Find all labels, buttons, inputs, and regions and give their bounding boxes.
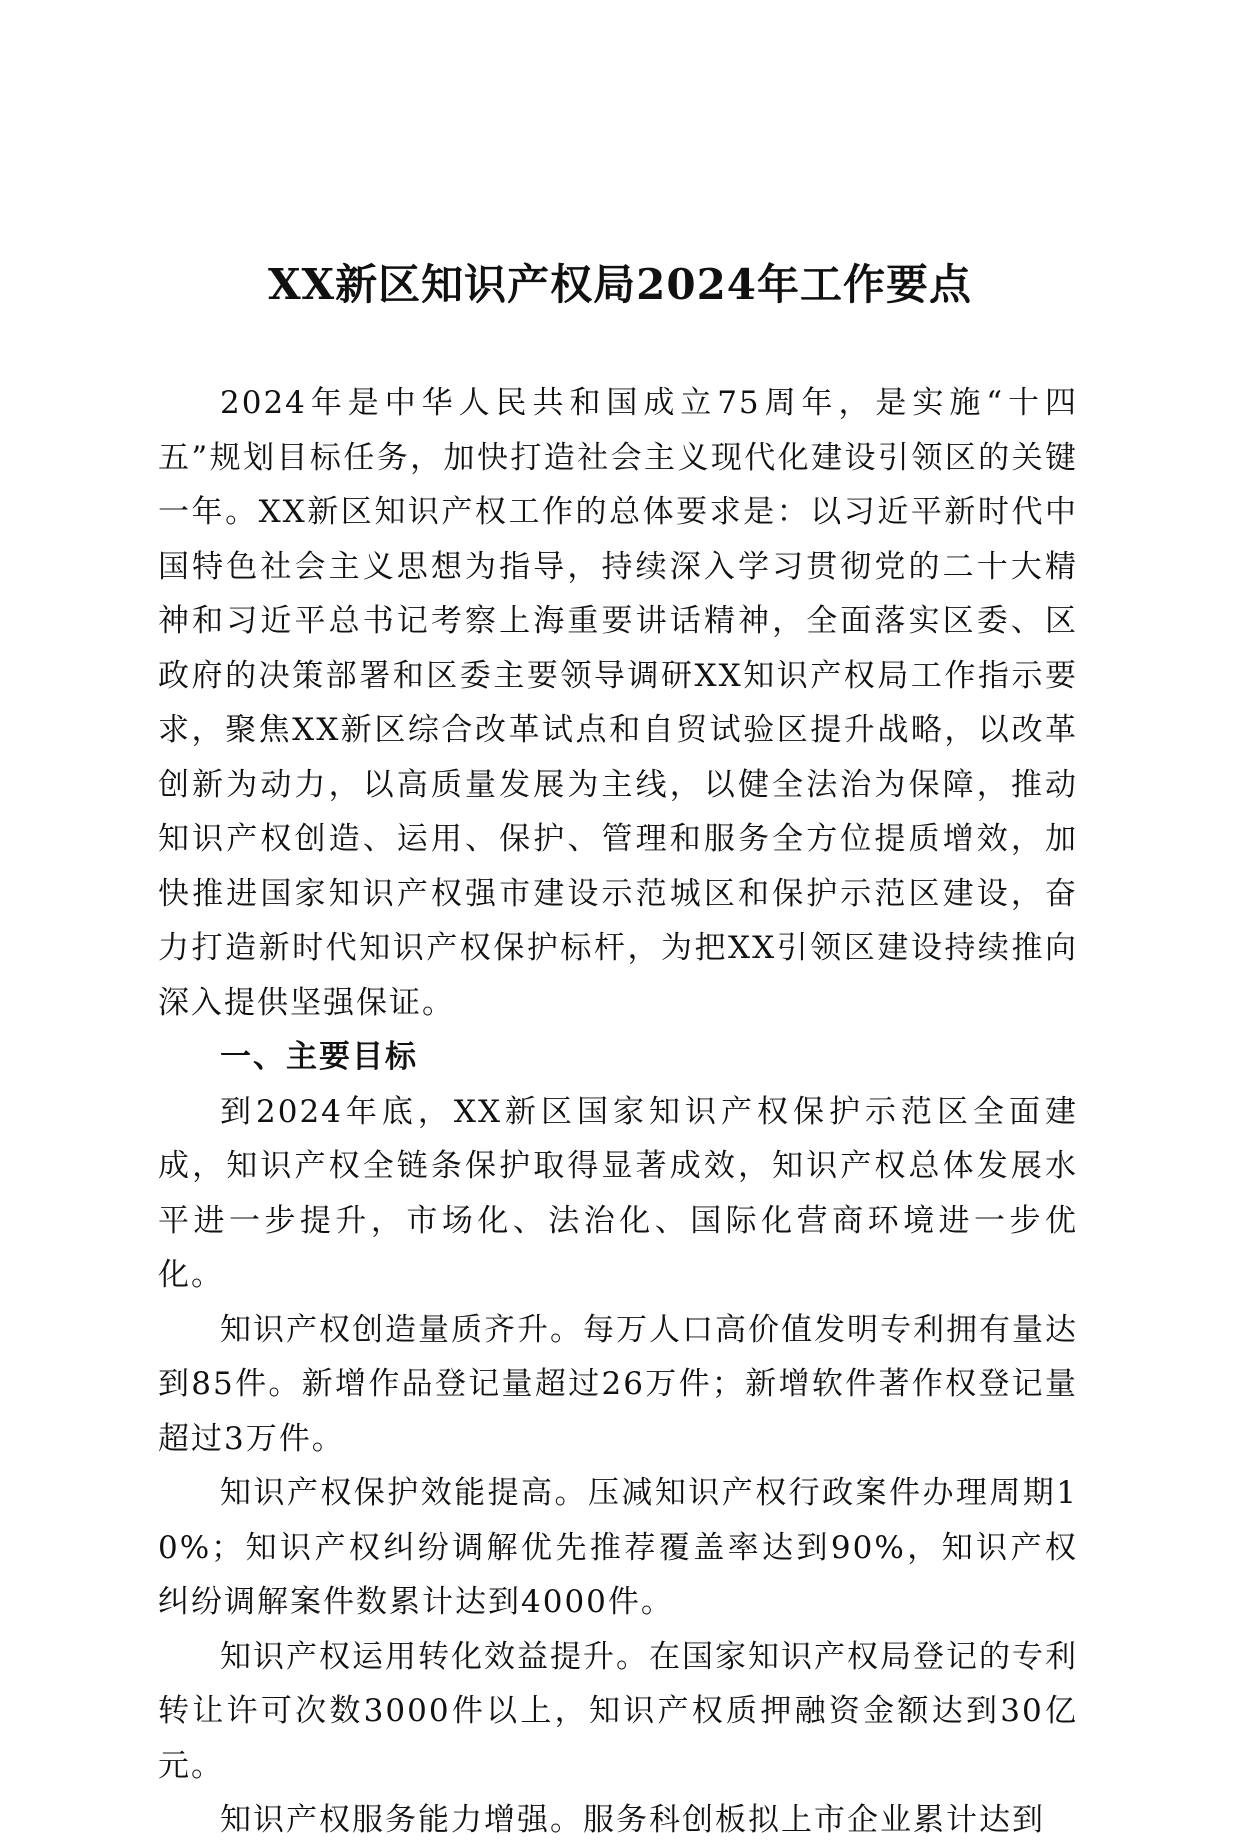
goal-paragraph-creation: 知识产权创造量质齐升。每万人口高价值发明专利拥有量达到85件。新增作品登记量超过26万件；新增软件著作权登记量超过3万件。 — [158, 1311, 1078, 1457]
intro-paragraph: 2024年是中华人民共和国成立75周年，是实施“十四五”规划目标任务，加快打造社会主义现代化建设引领区的关键一年。XX新区知识产权工作的总体要求是：以习近平新时代中国特色社会主义思想为指导，持续深入学习贯彻党的二十大精神和习近平总书记考察上海重要讲话精神，全面落实区委、区政府的决策部署和区委主要领导调研XX知识产权局工作指示要求，聚焦XX新区综合改革试点和自贸试验区提升战略，以改革创新为动力，以高质量发展为主线，以健全法治为保障，推动知识产权创造、运用、保护、管理和服务全方位提质增效，加快推进国家知识产权强市建设示范城区和保护示范区建设，奋力打造新时代知识产权保护标杆，为把XX引领区建设持续推向深入提供坚强保证。 — [158, 385, 1078, 1021]
goal-paragraph-protection: 知识产权保护效能提高。压减知识产权行政案件办理周期10%；知识产权纠纷调解优先推荐覆盖率达到90%，知识产权纠纷调解案件数累计达到4000件。 — [158, 1475, 1078, 1620]
document-body — [158, 376, 1078, 1848]
goal-paragraph-service: 知识产权服务能力增强。服务科创板拟上市企业累计达到 — [220, 1802, 1045, 1838]
section-heading-main-goals: 一、主要目标 — [220, 1039, 418, 1075]
document-title: XX新区知识产权局2024年工作要点 — [267, 260, 973, 309]
goal-paragraph-utilization: 知识产权运用转化效益提升。在国家知识产权局登记的专利转让许可次数3000件以上，知识产权质押融资金额达到30亿元。 — [158, 1638, 1078, 1784]
goal-paragraph-overall: 到2024年底，XX新区国家知识产权保护示范区全面建成，知识产权全链条保护取得显著成效，知识产权总体发展水平进一步提升，市场化、法治化、国际化营商环境进一步优化。 — [158, 1093, 1078, 1293]
